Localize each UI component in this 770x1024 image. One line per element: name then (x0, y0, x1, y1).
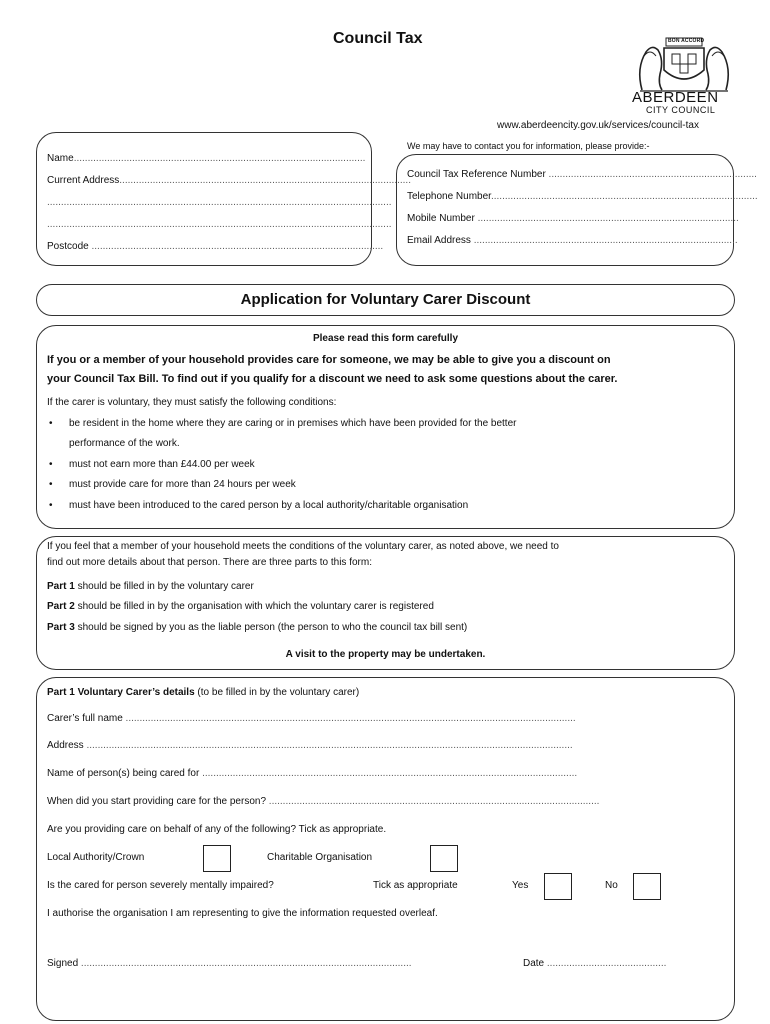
date-label: Date (523, 958, 545, 969)
condition-item-continuation: performance of the work. (69, 438, 180, 449)
local-authority-checkbox[interactable] (203, 845, 231, 872)
signed-label: Signed (47, 958, 79, 969)
reference-field[interactable]: Council Tax Reference Number ........................................................................... (407, 169, 757, 180)
email-label: Email Address (407, 235, 471, 246)
address-line-3[interactable]: ............................................................................................................................ (47, 219, 392, 230)
condition-item: must provide care for more than 24 hours per week (69, 479, 296, 490)
bullet-marker: • (49, 459, 53, 470)
parts-text-line-2: find out more details about that person. There are three parts to this form: (47, 557, 372, 568)
no-label: No (605, 880, 618, 891)
cared-person-name-label: Name of person(s) being cared for (47, 768, 200, 779)
logo-motto: BON ACCORD (668, 38, 705, 44)
visit-note: A visit to the property may be undertaken. (285, 649, 486, 660)
bullet-marker: • (49, 479, 53, 490)
bullet-marker: • (49, 500, 53, 511)
lead-text-line-2: your Council Tax Bill. To find out if you qualify for a discount we need to ask some questions about the carer. (47, 373, 618, 385)
no-checkbox[interactable] (633, 873, 661, 900)
care-start-label: When did you start providing care for the person? (47, 796, 267, 807)
part3-description (47, 622, 467, 633)
telephone-field[interactable]: Telephone Number................................................................................................ (407, 191, 758, 202)
conditions-intro: If the carer is voluntary, they must satisfy the following conditions: (47, 397, 337, 408)
authorise-statement: I authorise the organisation I am representing to give the information requested overleaf. (47, 908, 438, 919)
behalf-question: Are you providing care on behalf of any of the following? Tick as appropriate. (47, 824, 387, 835)
postcode-label: Postcode (47, 241, 89, 252)
carer-full-name-label: Carer’s full name (47, 713, 123, 724)
information-box (36, 325, 735, 529)
page-title: Council Tax (333, 30, 423, 47)
part1-heading-note: (to be filled in by the voluntary carer) (194, 687, 360, 698)
bullet-marker: • (49, 418, 53, 429)
part1-text: should be filled in by the voluntary carer (74, 581, 254, 592)
reference-label: Council Tax Reference Number (407, 169, 546, 180)
part1-description (47, 581, 254, 592)
website-link[interactable]: www.aberdeencity.gov.uk/services/council-tax (497, 120, 699, 131)
part2-description (47, 601, 434, 612)
part1-box (36, 677, 735, 1021)
lead-text-line-1: If you or a member of your household provides care for someone, we may be able to give you a discount on (47, 354, 611, 366)
parts-text-line-1: If you feel that a member of your household meets the conditions of the voluntary carer, as noted above, we need to (47, 541, 559, 552)
care-start-field[interactable]: When did you start providing care for the person? ....................................................................................................................... (47, 796, 600, 807)
parts-box (36, 536, 735, 670)
postcode-field[interactable]: Postcode ......................................................................................................... (47, 241, 384, 252)
form-title: Application for Voluntary Carer Discount (240, 291, 531, 308)
address-field[interactable]: Current Address......................................................................................................... (47, 175, 411, 186)
applicant-box (36, 132, 411, 266)
part1-label: Part 1 (47, 581, 75, 592)
cared-person-name-field[interactable]: Name of person(s) being cared for ....................................................................................................................................... (47, 768, 578, 779)
email-field[interactable]: Email Address ............................................................................................... (407, 235, 738, 246)
name-field[interactable]: Name......................................................................................................... (47, 153, 366, 164)
mobile-label: Mobile Number (407, 213, 475, 224)
name-label: Name (47, 153, 74, 164)
part2-label: Part 2 (47, 601, 75, 612)
condition-item: must not earn more than £44.00 per week (69, 459, 255, 470)
part1-heading (47, 687, 359, 698)
part3-text: should be signed by you as the liable person (the person to who the council tax bill sent) (74, 622, 468, 633)
tick-note: Tick as appropriate (373, 880, 458, 891)
charitable-organisation-label: Charitable Organisation (267, 852, 373, 863)
part2-text: should be filled in by the organisation with which the voluntary carer is registered (74, 601, 434, 612)
carer-full-name-field[interactable]: Carer’s full name .................................................................................................................................................................. (47, 713, 576, 724)
impaired-question: Is the cared for person severely mentally impaired? (47, 880, 274, 891)
contact-box (396, 154, 758, 266)
condition-item: must have been introduced to the cared person by a local authority/charitable organisation (69, 500, 469, 511)
mobile-field[interactable]: Mobile Number .............................................................................................. (407, 213, 739, 224)
part1-heading-bold: Part 1 Voluntary Carer’s details (47, 687, 195, 698)
telephone-label: Telephone Number (407, 191, 491, 202)
logo-name: ABERDEEN (632, 89, 719, 106)
local-authority-label: Local Authority/Crown (47, 852, 145, 863)
yes-checkbox[interactable] (544, 873, 572, 900)
signature-field[interactable]: Signed ....................................................................................................................... (47, 958, 412, 969)
yes-label: Yes (512, 880, 529, 891)
logo-subtitle: CITY COUNCIL (646, 105, 716, 115)
address-label: Current Address (47, 175, 120, 186)
council-logo (630, 34, 738, 116)
condition-item: be resident in the home where they are caring or in premises which have been provided for the better (69, 418, 517, 429)
contact-intro: We may have to contact you for information, please provide:- (407, 141, 650, 151)
read-carefully-heading: Please read this form carefully (312, 333, 459, 344)
date-field[interactable]: Date ........................................... (523, 958, 667, 969)
charitable-organisation-checkbox[interactable] (430, 845, 458, 872)
carer-address-label: Address (47, 740, 84, 751)
carer-address-field[interactable]: Address ............................................................................................................................................................................... (47, 740, 573, 751)
part3-label: Part 3 (47, 622, 75, 633)
form-title-box (36, 284, 735, 316)
address-line-2[interactable]: ............................................................................................................................ (47, 197, 392, 208)
